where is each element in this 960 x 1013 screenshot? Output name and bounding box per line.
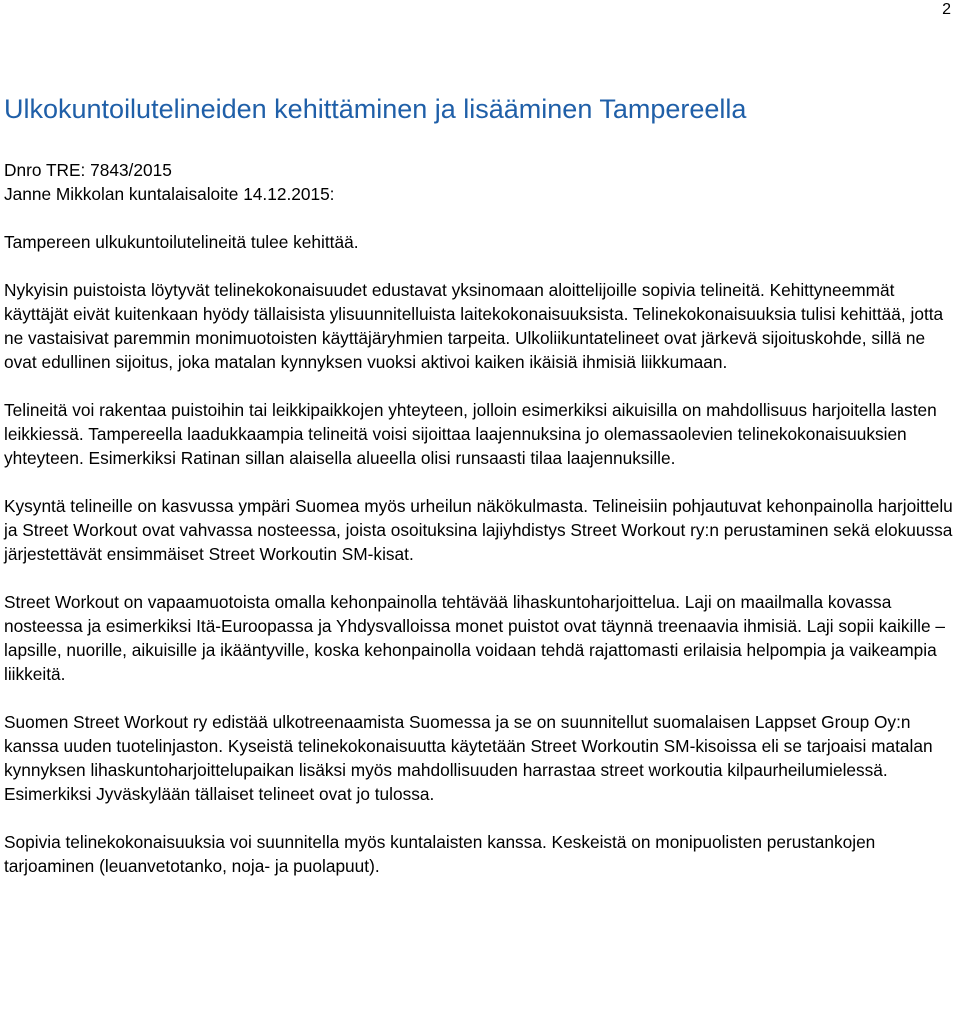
paragraph-planning: Sopivia telinekokonaisuuksia voi suunnitella myös kuntalaisten kanssa. Keskeistä on monipuolisten perustankojen tarjoaminen (leuanvetotanko, noja- ja puolapuut). bbox=[4, 832, 876, 876]
paragraph-current-state: Nykyisin puistoista löytyvät telinekokonaisuudet edustavat yksinomaan aloittelijoille sopivia telineitä. Kehittyneemmät käyttäjät eivät kuitenkaan hyödy tällaisista ylisuunnitelluista laitekokonaisuuksista. Telinekokonaisuuksia tulisi kehittää, jotta ne vastaisivat paremmin monimuotoisten käyttäjäryhmien tarpeita. Ulkoliikuntatelineet ovat järkevä sijoituskohde, sillä ne ovat edullinen sijoitus, joka matalan kynnyksen vuoksi aktivoi kaiken ikäisiä ihmisiä liikkumaan. bbox=[4, 280, 944, 372]
paragraph-placement: Telineitä voi rakentaa puistoihin tai leikkipaikkojen yhteyteen, jolloin esimerkiksi aikuisilla on mahdollisuus harjoitella lasten leikkiessä. Tampereella laadukkaampia telineitä voisi sijoittaa laajennuksina jo olemassaolevien telinekokonaisuuksien yhteyteen. Esimerkiksi Ratinan sillan alaisella alueella olisi runsaasti tilaa laajennuksille. bbox=[4, 400, 937, 468]
paragraph-demand: Kysyntä telineille on kasvussa ympäri Suomea myös urheilun näkökulmasta. Telineisiin pohjautuvat kehonpainolla harjoittelu ja Street Workout ovat vahvassa nosteessa, joista osoituksina lajiyhdistys Street Workout ry:n perustaminen sekä elokuussa järjestettävät ensimmäiset Street Workoutin SM-kisat. bbox=[4, 496, 953, 564]
spacer bbox=[4, 206, 954, 230]
initiative-line: Janne Mikkolan kuntalaisaloite 14.12.2015: bbox=[4, 184, 335, 204]
paragraph-association: Suomen Street Workout ry edistää ulkotreenaamista Suomessa ja se on suunnitellut suomalaisen Lappset Group Oy:n kanssa uuden tuotelinjaston. Kyseistä telinekokonaisuutta käytetään Street Workoutin SM-kisoissa eli se tarjoaisi matalan kynnyksen lihaskuntoharjoittelupaikan lisäksi myös mahdollisuuden harrastaa street workoutia kilpaurheilumielessä. Esimerkiksi Jyväskylään tällaiset telineet ovat jo tulossa. bbox=[4, 712, 933, 804]
paragraph-street-workout: Street Workout on vapaamuotoista omalla kehonpainolla tehtävää lihaskuntoharjoittelua. Laji on maailmalla kovassa nosteessa ja esimerkiksi Itä-Euroopassa ja Yhdysvalloissa monet puistot ovat täynnä treenaavia ihmisiä. Laji sopii kaikille – lapsille, nuorille, aikuisille ja ikääntyville, koska kehonpainolla voidaan tehdä rajattomasti erilaisia helpompia ja vaikeampia liikkeitä. bbox=[4, 592, 946, 684]
paragraph-intro: Tampereen ulkukuntoilutelineitä tulee kehittää. bbox=[4, 232, 359, 252]
document-body bbox=[4, 158, 954, 878]
page-number: 2 bbox=[942, 1, 951, 18]
document-title: Ulkokuntoilutelineiden kehittäminen ja lisääminen Tampereella bbox=[4, 94, 747, 124]
dnro-line: Dnro TRE: 7843/2015 bbox=[4, 160, 172, 180]
